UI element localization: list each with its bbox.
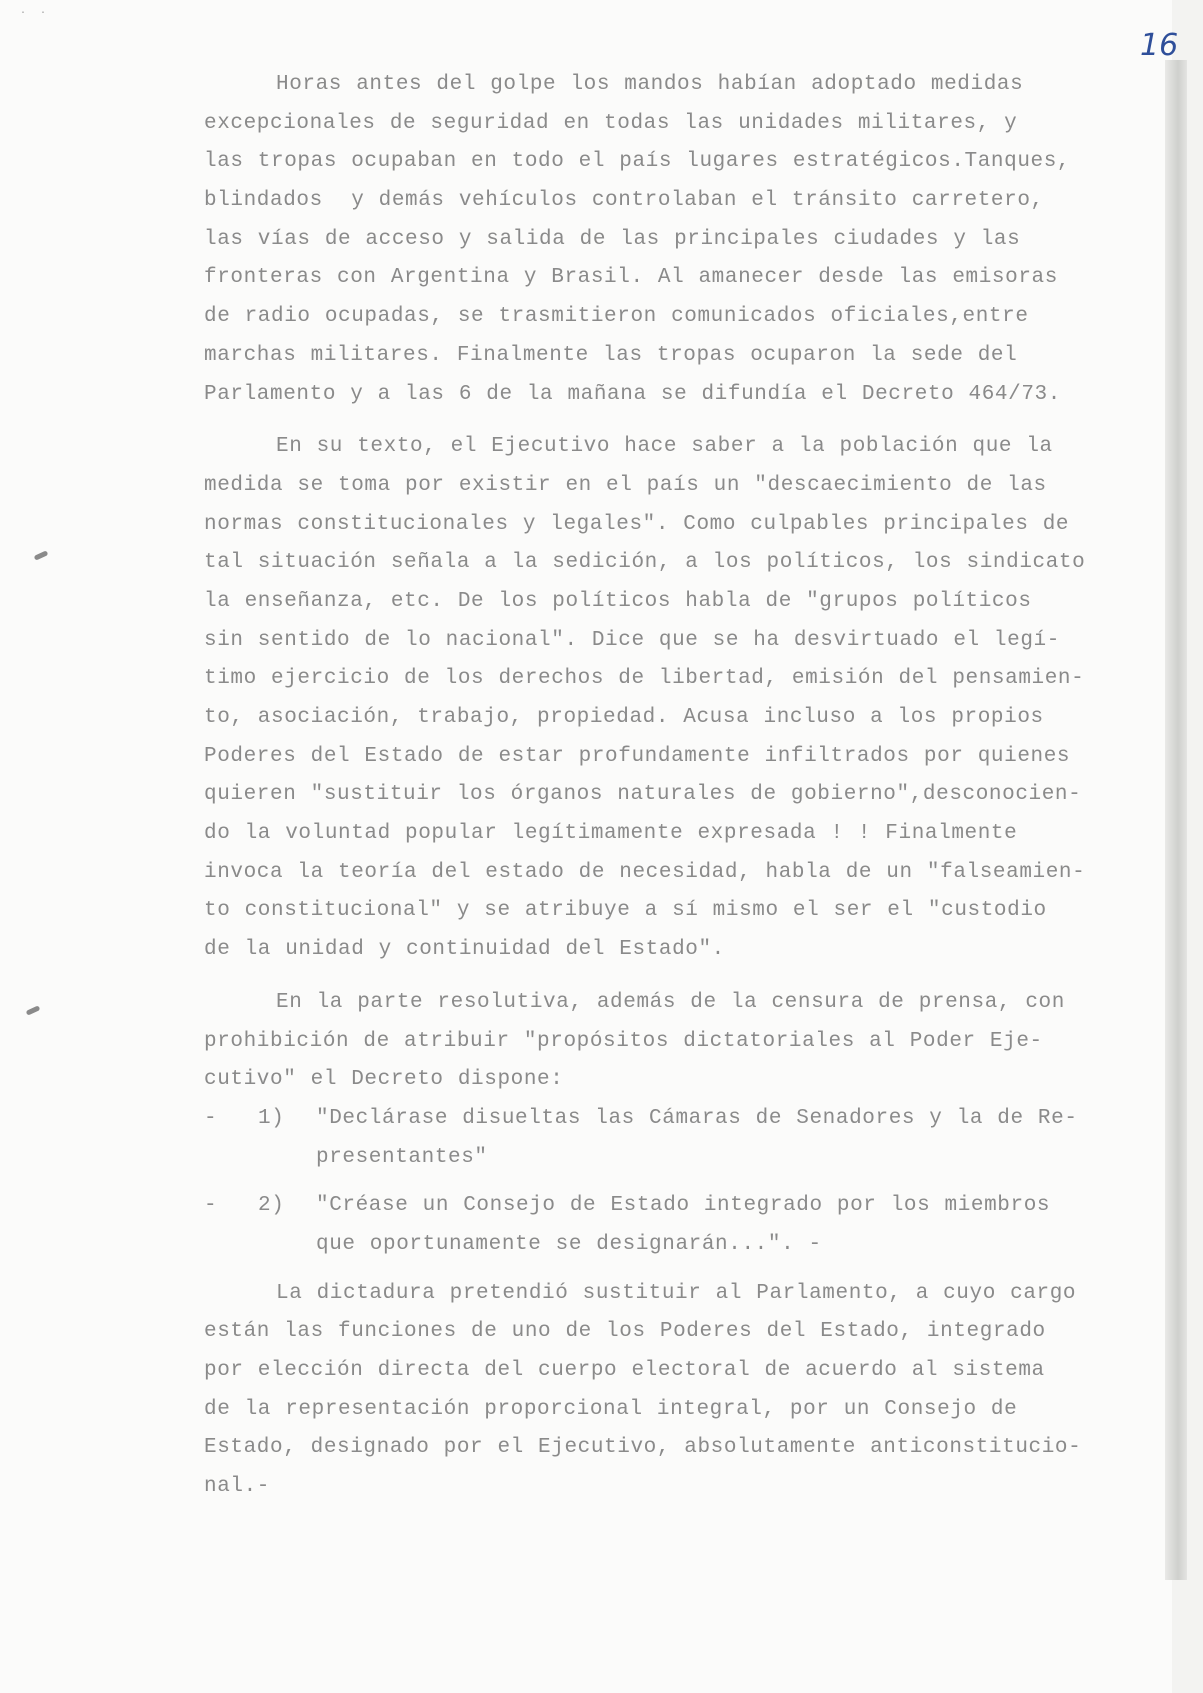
text-line: marchas militares. Finalmente las tropas ocuparon la sede del (204, 343, 1018, 367)
text-line: La dictadura pretendió sustituir al Parlamento, a cuyo cargo (276, 1281, 1077, 1305)
text-line: cutivo" el Decreto dispone: (204, 1068, 564, 1092)
text-line: las tropas ocupaban en todo el país lugares estratégicos.Tanques, (204, 150, 1071, 174)
text-line: las vías de acceso y salida de las principales ciudades y las (204, 227, 1021, 251)
text-line: blindados y demás vehículos controlaban el tránsito carretero, (204, 189, 1044, 213)
text-line: están las funciones de uno de los Poderes del Estado, integrado (204, 1320, 1046, 1344)
text-line: por elección directa del cuerpo electoral de acuerdo al sistema (204, 1359, 1045, 1382)
text-line: Poderes del Estado de estar profundamente infiltrados por quienes (204, 744, 1071, 768)
text-line: Horas antes del golpe los mandos habían adoptado medidas (276, 73, 1024, 96)
text-line: prohibición de atribuir "propósitos dictatoriales al Poder Eje- (204, 1029, 1043, 1053)
text-line: Parlamento y a las 6 de la mañana se difundía el Decreto 464/73. (204, 382, 1061, 406)
text-line: sin sentido de lo nacional". Dice que se ha desvirtuado el legí- (204, 628, 1060, 652)
list-text: que oportunamente se designarán...". - (316, 1232, 822, 1256)
list-text: presentantes" (316, 1145, 488, 1169)
text-line: to constitucional" y se atribuye a sí mismo el ser el "custodio (204, 899, 1047, 923)
paragraph-1 (204, 66, 1134, 414)
text-line: excepcionales de seguridad en todas las unidades militares, y (204, 111, 1018, 135)
list-number: 2) (258, 1194, 285, 1218)
text-line: Estado, designado por el Ejecutivo, absolutamente anticonstitucio- (204, 1436, 1082, 1460)
list-text: "Créase un Consejo de Estado integrado por los miembros (316, 1194, 1051, 1218)
text-line: En su texto, el Ejecutivo hace saber a la población que la (276, 435, 1053, 459)
scan-specks: · · (20, 8, 51, 19)
list-number: 1) (258, 1106, 285, 1130)
list-dash: - (204, 1194, 218, 1218)
paragraph-3 (204, 984, 1134, 1100)
text-line: de la representación proporcional integral, por un Consejo de (204, 1397, 1018, 1421)
text-line: de radio ocupadas, se trasmitieron comunicados oficiales,entre (204, 305, 1029, 329)
text-line: invoca la teoría del estado de necesidad, habla de un "falseamien- (204, 860, 1086, 884)
paragraph-4 (204, 1275, 1134, 1507)
document-body (204, 66, 1134, 1507)
paragraph-2 (204, 428, 1134, 970)
list-text: "Declárase disueltas las Cámaras de Senadores y la de Re- (316, 1106, 1078, 1130)
text-line: quieren "sustituir los órganos naturales de gobierno",desconocien- (204, 783, 1082, 807)
text-line: to, asociación, trabajo, propiedad. Acusa incluso a los propios (204, 706, 1044, 729)
text-line: nal.- (204, 1475, 271, 1499)
text-line: de la unidad y continuidad del Estado". (204, 938, 725, 962)
list-item (204, 1100, 1134, 1177)
text-line: la enseñanza, etc. De los políticos habla de "grupos políticos (204, 589, 1032, 613)
decree-list (204, 1100, 1134, 1265)
text-line: do la voluntad popular legítimamente expresada ! ! Finalmente (204, 822, 1018, 846)
text-line: timo ejercicio de los derechos de libertad, emisión del pensamien- (204, 667, 1085, 691)
text-line: normas constitucionales y legales". Como culpables principales de (204, 512, 1070, 536)
page-edge-shadow (1165, 60, 1187, 1580)
list-dash: - (204, 1106, 218, 1130)
text-line: medida se toma por existir en el país un "descaecimiento de las (204, 473, 1047, 497)
page-number: 16 (1140, 28, 1179, 63)
text-line: En la parte resolutiva, además de la censura de prensa, con (276, 990, 1065, 1014)
text-line: fronteras con Argentina y Brasil. Al amanecer desde las emisoras (204, 266, 1058, 290)
list-item (204, 1187, 1134, 1264)
text-line: tal situación señala a la sedición, a los políticos, los sindicato (204, 551, 1086, 575)
